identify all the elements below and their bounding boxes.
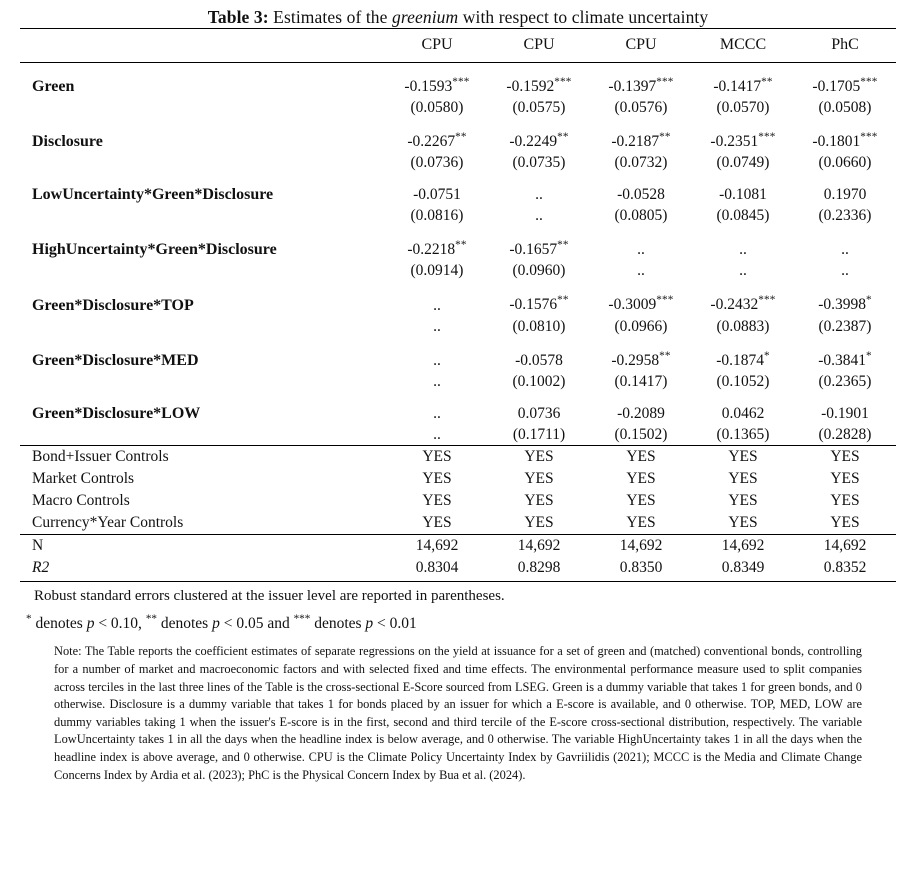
control-value-cell: YES [728,470,758,488]
std-error-row [20,260,896,281]
control-value-cell: YES [728,514,758,532]
table-note: Note: The Table reports the coefficient estimates of separate regressions on the yield at issuance for a set of green and (matched) conventional bonds, controlling for a number of market and macroeconomic factors and with selected fixed and time effects. The environmental performance measure used to split companies across terciles in the last three lines of the Table is the cross-sectional E-Score sourced from LSEG. Green is a dummy variable that takes 1 for green bonds, and 0 otherwise. Disclosure is a dummy variable that takes 1 for bonds placed by an issuer for which a E-score is available, and 0 otherwise. TOP, MED, LOW are dummy variables taking 1 when the issuer's E-score is in the first, second and third tercile of the E-score cross-sectional distribution, respectively. The variable LowUncertainty takes 1 in all the days when the headline index is below average, and 0 otherwise. The variable HighUncertainty takes 1 in all the days when the headline index is above average, and 0 otherwise. CPU is the Climate Policy Uncertainty Index by Gavriilidis (2021); MCCC is the Media and Climate Change Concerns Index by Ardia et al. (2023); PhC is the Physical Concern Index by Bua et al. (2024). [54,644,862,782]
significance-stars: *** [656,76,674,88]
coefficient-value: -0.1397 [608,78,657,96]
control-value-cell: YES [422,514,452,532]
control-value-cell: YES [626,470,656,488]
coefficient-row [20,118,896,152]
significance-stars: * [866,294,872,307]
statistic-value-cell: 14,692 [488,534,590,557]
coefficient-cell [488,337,590,371]
coefficient-value: .. [739,241,747,259]
coefficient-value: -0.1801 [812,133,861,151]
table-header-row [20,29,896,63]
row-label-spacer [20,152,386,173]
sig-value-2: < 0.05 and [223,615,290,633]
std-error-cell: (0.0576) [614,99,668,117]
std-error-row [20,97,896,118]
significance-stars: ** [761,76,773,88]
coefficient-cell [692,281,794,315]
coefficient-value: .. [433,404,441,422]
coefficient-cell [386,118,488,152]
std-error-cell: .. [535,207,543,225]
coefficient-cell [488,392,590,424]
std-error-cell: .. [841,262,849,280]
control-value-cell: YES [626,514,656,532]
coefficient-value: -0.2351 [710,133,759,151]
header-cell-1: CPU [386,29,488,63]
std-error-row [20,424,896,446]
row-label-spacer [20,260,386,281]
std-error-row [20,205,896,226]
coefficient-cell [794,281,896,315]
coefficient-value: .. [433,296,441,314]
std-error-cell: (0.0508) [818,99,872,117]
std-error-cell: (0.0805) [614,207,668,225]
coefficient-cell [692,337,794,371]
coefficient-cell [386,392,488,424]
significance-stars: ** [557,294,569,307]
coefficient-cell [692,392,794,424]
coefficient-cell [692,118,794,152]
coefficient-value: -0.1576 [509,296,558,314]
coefficient-cell [590,337,692,371]
row-label: LowUncertainty*Green*Disclosure [32,186,274,204]
row-label-spacer [20,371,386,392]
sig-star-3: *** [293,613,311,626]
coefficient-value: -0.3009 [608,296,657,314]
row-label: Green*Disclosure*MED [32,351,199,369]
coefficient-value: -0.1874 [716,351,764,369]
coefficient-value: .. [433,351,441,369]
std-error-cell: (0.0735) [512,154,566,172]
control-value-cell: YES [830,470,860,488]
significance-stars: *** [656,294,674,307]
control-row [20,490,896,512]
table-head [20,29,896,63]
std-error-cell: (0.2387) [818,317,872,335]
statistic-row [20,557,896,582]
std-error-cell: (0.0966) [614,317,668,335]
row-label: Disclosure [32,133,103,151]
statistic-label: N [20,534,386,557]
coefficient-value: -0.1705 [812,78,861,96]
control-value-cell: YES [524,492,554,510]
coefficient-cell [488,173,590,205]
std-error-cell: (0.1002) [512,372,566,390]
coefficient-cell [794,392,896,424]
sig-value-1: < 0.10, [98,615,142,633]
row-label-spacer [20,316,386,337]
std-error-cell: (0.0845) [716,207,770,225]
header-cell-label [20,29,386,63]
coefficient-cell [590,226,692,260]
footnote-standard-errors: Robust standard errors clustered at the issuer level are reported in parentheses. [34,588,505,605]
header-cell-5: PhC [794,29,896,63]
control-value-cell: YES [422,470,452,488]
std-error-cell: (0.0749) [716,154,770,172]
coefficient-value: -0.2187 [611,133,660,151]
std-error-cell: (0.2828) [818,425,872,443]
significance-stars: ** [659,131,671,144]
std-error-cell: (0.2336) [818,207,872,225]
significance-stars: *** [758,294,776,307]
coefficient-row [20,173,896,205]
statistic-value-cell: 0.8352 [794,557,896,582]
coefficient-value: -0.3998 [818,296,866,314]
sig-text-1: denotes [35,615,83,633]
control-value-cell: YES [488,445,590,468]
coefficient-row [20,281,896,315]
control-value-cell: YES [830,514,860,532]
coefficient-value: -0.2249 [509,133,558,151]
std-error-cell: (0.0816) [410,207,464,225]
std-error-cell: (0.0575) [512,99,566,117]
std-error-cell: (0.0736) [410,154,464,172]
control-value-cell: YES [590,445,692,468]
significance-stars: *** [860,131,878,144]
control-value-cell: YES [728,492,758,510]
coefficient-value: -0.1901 [821,404,869,422]
coefficient-value: -0.2267 [407,133,456,151]
coefficient-cell [590,281,692,315]
sig-text-3: denotes [314,615,362,633]
std-error-cell: (0.0914) [410,262,464,280]
statistic-value-cell: 14,692 [590,534,692,557]
caption-text-after: with respect to climate uncertainty [462,7,709,27]
sig-star-2: ** [145,613,157,626]
header-cell-4: MCCC [692,29,794,63]
row-label: Green*Disclosure*TOP [32,296,194,314]
std-error-row [20,316,896,337]
control-value-cell: YES [794,445,896,468]
sig-star-1: * [26,613,32,626]
header-cell-2: CPU [488,29,590,63]
std-error-cell: .. [739,262,747,280]
std-error-cell: (0.0732) [614,154,668,172]
sig-value-3: < 0.01 [377,615,417,633]
caption-label: Table 3: [207,7,269,27]
row-label-spacer [20,97,386,118]
coefficient-value: 0.1970 [823,186,867,204]
coefficient-row [20,226,896,260]
coefficient-value: -0.0751 [413,186,461,204]
statistic-value-cell: 14,692 [386,534,488,557]
coefficient-value: -0.1592 [506,78,555,96]
coefficient-cell [590,392,692,424]
statistic-value-cell: 0.8349 [692,557,794,582]
coefficient-cell [794,118,896,152]
coefficient-value: -0.1593 [404,78,453,96]
std-error-cell: .. [433,372,441,390]
std-error-cell: .. [433,425,441,443]
control-row [20,468,896,490]
std-error-cell: (0.2365) [818,372,872,390]
coefficient-cell [488,118,590,152]
control-label: Bond+Issuer Controls [20,445,386,468]
control-value-cell: YES [830,492,860,510]
statistic-value-cell: 0.8298 [488,557,590,582]
control-label: Market Controls [32,470,135,488]
significance-stars: ** [659,349,671,362]
coefficient-value: .. [535,186,543,204]
significance-stars: * [764,349,770,362]
coefficient-row [20,392,896,424]
std-error-cell: (0.1711) [512,425,566,443]
caption-text-before: Estimates of the [273,7,388,27]
coefficient-value: -0.2089 [617,404,665,422]
statistic-label-text: R2 [32,559,50,577]
std-error-cell: .. [637,262,645,280]
regression-table [20,28,896,582]
coefficient-cell [794,226,896,260]
significance-stars: ** [455,239,467,252]
coefficient-cell [794,63,896,98]
coefficient-value: -0.1657 [509,241,558,259]
control-value-cell: YES [422,492,452,510]
std-error-cell: (0.0580) [410,99,464,117]
std-error-cell: (0.1502) [614,425,668,443]
coefficient-cell [794,337,896,371]
std-error-cell: .. [433,317,441,335]
coefficient-cell [386,226,488,260]
significance-stars: ** [455,131,467,144]
control-value-cell: YES [524,514,554,532]
statistic-label [20,557,386,582]
std-error-cell: (0.0960) [512,262,566,280]
row-label: HighUncertainty*Green*Disclosure [32,241,277,259]
row-label: Green*Disclosure*LOW [32,404,201,422]
statistic-value-cell: 14,692 [794,534,896,557]
coefficient-cell [386,173,488,205]
row-label-spacer [20,424,386,446]
coefficient-row [20,63,896,98]
std-error-cell: (0.1052) [716,372,770,390]
sig-p-3: p [365,615,374,633]
sig-text-2: denotes [160,615,209,633]
control-value-cell: YES [524,470,554,488]
table-caption [0,0,916,28]
coefficient-value: -0.2432 [710,296,759,314]
control-label: Macro Controls [32,492,130,510]
coefficient-cell [488,63,590,98]
coefficient-cell [590,63,692,98]
std-error-cell: (0.0570) [716,99,770,117]
coefficient-value: .. [637,241,645,259]
coefficient-value: -0.1081 [719,186,767,204]
coefficient-cell [590,118,692,152]
coefficient-value: 0.0736 [517,404,561,422]
control-label: Currency*Year Controls [32,514,184,532]
significance-stars: ** [557,239,569,252]
coefficient-cell [386,281,488,315]
row-label: Green [32,78,75,96]
coefficient-value: 0.0462 [721,404,765,422]
coefficient-value: -0.0528 [617,186,665,204]
significance-stars: ** [557,131,569,144]
coefficient-value: -0.1417 [713,78,762,96]
std-error-cell: (0.0660) [818,154,872,172]
coefficient-cell [692,226,794,260]
coefficient-value: -0.0578 [515,351,563,369]
coefficient-cell [386,337,488,371]
std-error-cell: (0.1365) [716,425,770,443]
coefficient-value: .. [841,241,849,259]
coefficient-value: -0.2958 [611,351,660,369]
table-body [20,63,896,582]
row-label-spacer [20,205,386,226]
control-value-cell: YES [386,445,488,468]
std-error-cell: (0.0810) [512,317,566,335]
significance-stars: *** [758,131,776,144]
coefficient-cell [386,63,488,98]
header-cell-3: CPU [590,29,692,63]
significance-stars: *** [860,76,878,88]
statistic-value-cell: 0.8304 [386,557,488,582]
control-value-cell: YES [626,492,656,510]
coefficient-cell [692,173,794,205]
statistic-value-cell: 0.8350 [590,557,692,582]
std-error-cell: (0.0883) [716,317,770,335]
significance-stars: *** [554,76,572,88]
std-error-cell: (0.1417) [614,372,668,390]
statistic-row [20,534,896,557]
coefficient-row [20,337,896,371]
sig-p-2: p [212,615,220,633]
control-row [20,512,896,535]
caption-italic-word: greenium [392,7,459,27]
coefficient-cell [488,226,590,260]
significance-stars: *** [452,76,470,88]
sig-p-1: p [86,615,95,633]
significance-stars: * [866,349,872,362]
footnote-significance [26,613,916,633]
std-error-row [20,152,896,173]
coefficient-cell [692,63,794,98]
statistic-value-cell: 14,692 [692,534,794,557]
std-error-row [20,371,896,392]
coefficient-value: -0.3841 [818,351,866,369]
coefficient-cell [590,173,692,205]
coefficient-value: -0.2218 [407,241,456,259]
control-row [20,445,896,468]
coefficient-cell [488,281,590,315]
coefficient-cell [794,173,896,205]
regression-table-wrapper [20,28,896,582]
control-value-cell: YES [692,445,794,468]
